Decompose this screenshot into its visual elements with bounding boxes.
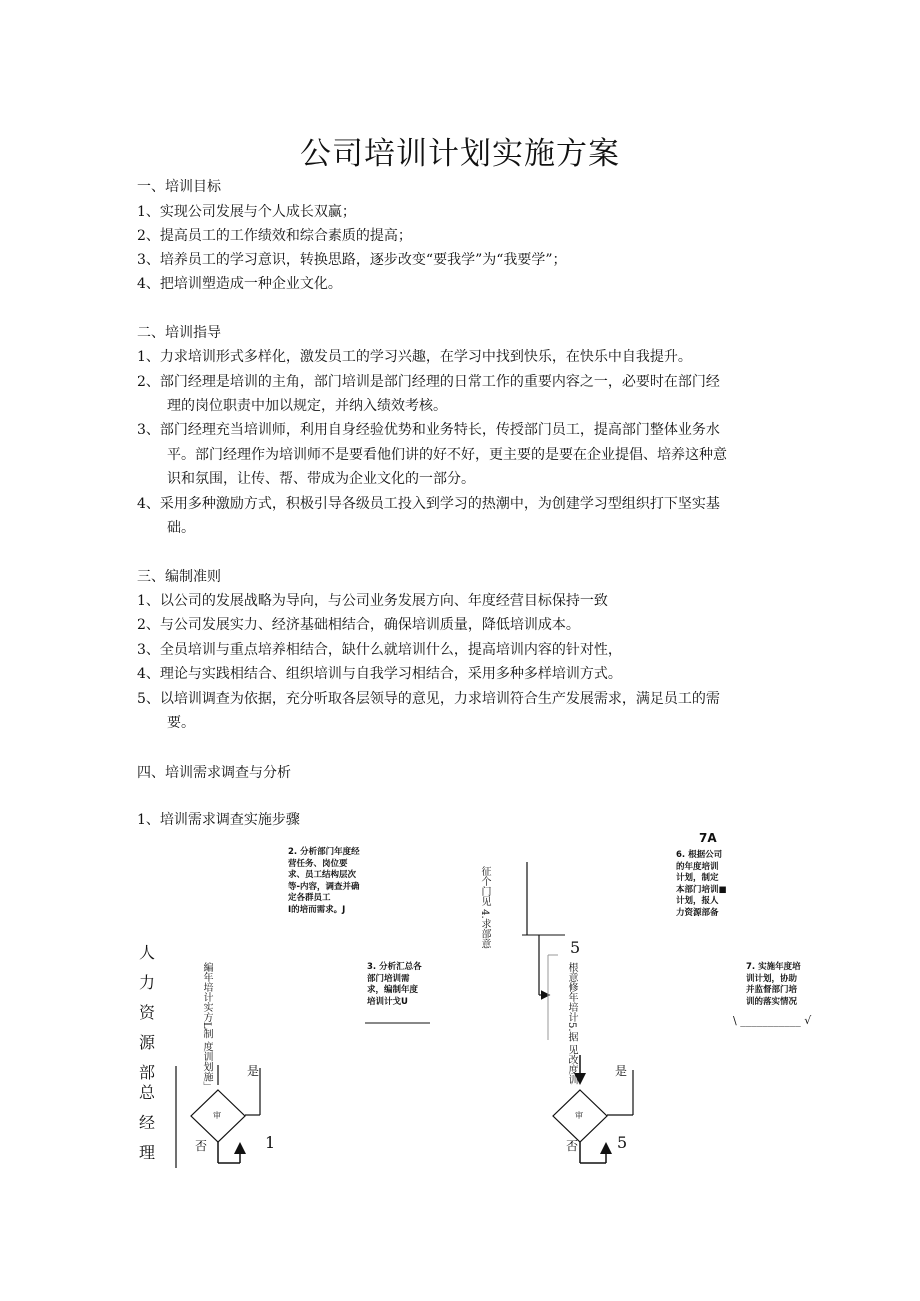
guidance-item: 4、采用多种激励方式，积极引导各级员工投入到学习的热潮中，为创建学习型组织打下坚实基 — [137, 496, 720, 512]
guidance-item-cont: 识和氛围，让传、帮、带成为企业文化的一部分。 — [167, 471, 475, 487]
flow-step-7: 7. 实施年度培 训计划，协助 并监督部门培 训的落实情况 — [746, 962, 801, 1007]
flow-step-2: 2. 分析部门年度经 营任务、岗位要 求、员工结构层次 等-内容，调查并确 定各群员工 I的培而需求。J — [288, 847, 360, 915]
goal-item: 3、培养员工的学习意识，转换思路，逐步改变“要我学”为“我要学”； — [137, 252, 567, 268]
flow-step-6: 6. 根据公司 的年度培训 计划，制定 本部门培训■ 计划，报人 力资源部备 — [676, 850, 727, 918]
guidance-item-cont: 础。 — [167, 520, 195, 536]
guidance-item-cont: 理的岗位职责中加以规定，并纳入绩效考核。 — [167, 398, 447, 414]
section-heading-guidance: 二、培训指导 — [137, 325, 221, 341]
page-title: 公司培训计划实施方案 — [300, 136, 620, 172]
principle-item: 2、与公司发展实力、经济基础相结合，确保培训质量，降低培训成本。 — [137, 617, 580, 633]
section-heading-principles: 三、编制准则 — [137, 569, 221, 585]
flow-step-1: 編年培计实方L制 度训划施」 — [201, 962, 212, 1092]
goal-item: 4、把培训塑造成一种企业文化。 — [137, 276, 342, 292]
flow-step-7-marks: \ ___________ √ — [733, 1014, 812, 1027]
principle-item: 3、全员培训与重点培养相结合，缺什么就培训什么，提高培训内容的针对性， — [137, 642, 622, 658]
section-heading-needs: 四、培训需求调查与分析 — [137, 765, 291, 781]
flow-step-6-number: 7A — [699, 831, 717, 845]
principle-item: 1、以公司的发展战略为导向，与公司业务发展方向、年度经营目标保持一致 — [137, 593, 608, 609]
flow-step-3: 3. 分析汇总各 部门培训需 求，编制年度 培训计戈U — [367, 962, 422, 1007]
guidance-item: 3、部门经理充当培训师，利用自身经验优势和业务特长，传授部门员工，提高部门整体业务水 — [137, 422, 720, 438]
principle-item-cont: 要。 — [167, 715, 195, 731]
decision-mark: 审 — [575, 1111, 583, 1120]
goal-item: 1、实现公司发展与个人成长双赢； — [137, 204, 356, 220]
goal-item: 2、提高员工的工作绩效和综合素质的提高； — [137, 228, 412, 244]
flow-number-1: 1 — [265, 1133, 276, 1152]
flow-step-5: 根意修年培计5.据 见改度训 — [566, 962, 577, 1085]
decision-no-label: 否 — [566, 1139, 579, 1153]
decision-yes-label: 是 — [247, 1064, 260, 1078]
decision-no-label: 否 — [195, 1139, 208, 1153]
role-label-gm: 总 经 理 — [138, 1083, 155, 1162]
decision-mark: 审 — [213, 1111, 221, 1120]
guidance-item-cont: 平。部门经理作为培训师不是要看他们讲的好不好，更主要的是要在企业提倡、培养这种意 — [167, 447, 727, 463]
subsection-heading: 1、培训需求调查实施步骤 — [137, 812, 300, 828]
flow-step-5-number: 5 — [570, 938, 581, 957]
role-label-hr: 人 力 资 源 部 — [138, 943, 155, 1082]
principle-item: 4、理论与实践相结合、组织培训与自我学习相结合，采用多种多样培训方式。 — [137, 666, 622, 682]
flow-step-4: 征个门见 4.求部意 — [479, 866, 490, 949]
flow-number-5: 5 — [617, 1133, 628, 1152]
principle-item: 5、以培训调查为依据，充分听取各层领导的意见，力求培训符合生产发展需求，满足员工的需 — [137, 691, 720, 707]
guidance-item: 2、部门经理是培训的主角，部门培训是部门经理的日常工作的重要内容之一，必要时在部门经 — [137, 374, 720, 390]
decision-yes-label: 是 — [615, 1064, 628, 1078]
section-heading-goals: 一、培训目标 — [137, 179, 221, 195]
guidance-item: 1、力求培训形式多样化，激发员工的学习兴趣，在学习中找到快乐，在快乐中自我提升。 — [137, 349, 692, 365]
